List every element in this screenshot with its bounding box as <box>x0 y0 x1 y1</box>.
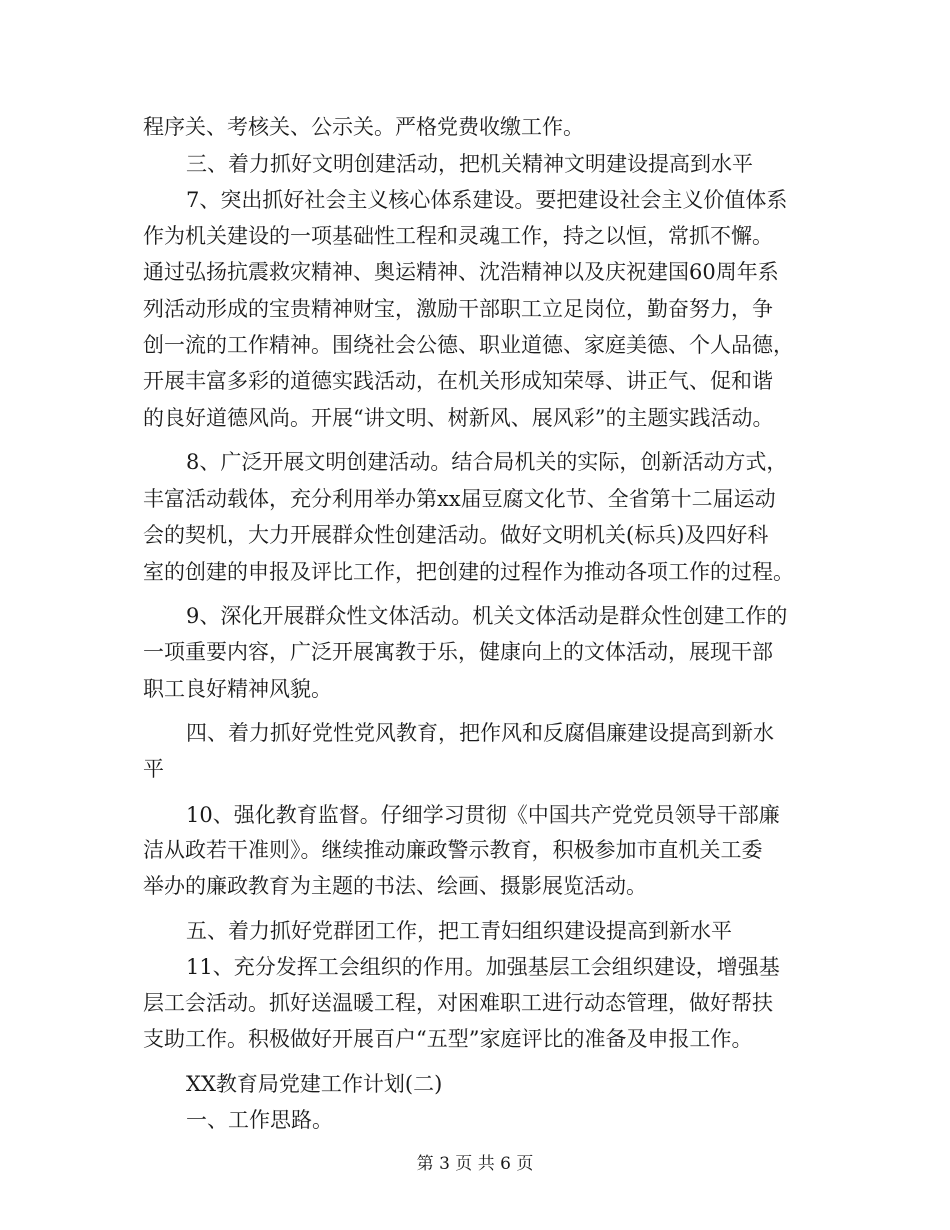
section-heading: 五、着力抓好党群团工作，把工青妇组织建设提高到新水平 <box>186 919 732 943</box>
text-line: 开展丰富多彩的道德实践活动，在机关形成知荣辱、讲正气、促和谐 <box>143 369 773 393</box>
text-line: 程序关、考核关、公示关。严格党费收缴工作。 <box>143 115 584 139</box>
paragraph-start: 7、突出抓好社会主义核心体系建设。要把建设社会主义价值体系 <box>186 188 788 212</box>
section-heading: 四、着力抓好党性党风教育，把作风和反腐倡廉建设提高到新水 <box>186 721 774 745</box>
text-line: 通过弘扬抗震救灾精神、奥运精神、沈浩精神以及庆祝建国60周年系 <box>143 260 779 284</box>
text-line: 职工良好精神风貌。 <box>143 677 332 701</box>
text-line: 层工会活动。抓好送温暖工程，对困难职工进行动态管理，做好帮扶 <box>143 991 773 1015</box>
text-line: 丰富活动载体，充分利用举办第xx届豆腐文化节、全省第十二届运动 <box>143 487 776 511</box>
text-line: 列活动形成的宝贵精神财宝，激励干部职工立足岗位，勤奋努力，争 <box>143 297 773 321</box>
section-heading: 三、着力抓好文明创建活动，把机关精神文明建设提高到水平 <box>186 152 753 176</box>
paragraph-start: 8、广泛开展文明创建活动。结合局机关的实际，创新活动方式， <box>186 450 788 474</box>
paragraph-start: 11、充分发挥工会组织的作用。加强基层工会组织建设，增强基 <box>186 955 780 979</box>
paragraph-start: 9、深化开展群众性文体活动。机关文体活动是群众性创建工作的 <box>186 604 788 628</box>
page-footer: 第 3 页 共 6 页 <box>416 1154 534 1174</box>
text-line: 一项重要内容，广泛开展寓教于乐，健康向上的文体活动，展现干部 <box>143 640 773 664</box>
paragraph-start: 10、强化教育监督。仔细学习贯彻《中国共产党党员领导干部廉 <box>186 803 780 827</box>
text-line: 的良好道德风尚。开展“讲文明、树新风、展风彩”的主题实践活动。 <box>143 406 774 430</box>
text-line: 会的契机，大力开展群众性创建活动。做好文明机关(标兵)及四好科 <box>143 523 769 547</box>
text-line: 支助工作。积极做好开展百户“五型”家庭评比的准备及申报工作。 <box>143 1027 753 1051</box>
text-line: 作为机关建设的一项基础性工程和灵魂工作，持之以恒，常抓不懈。 <box>143 224 773 248</box>
text-line: 平 <box>143 757 164 781</box>
text-line: 室的创建的申报及评比工作，把创建的过程作为推动各项工作的过程。 <box>143 560 794 584</box>
document-subtitle: XX教育局党建工作计划(二) <box>186 1072 443 1096</box>
text-line: 创一流的工作精神。围绕社会公德、职业道德、家庭美德、个人品德， <box>143 333 794 357</box>
text-line: 洁从政若干准则》。继续推动廉政警示教育，积极参加市直机关工委 <box>143 838 763 862</box>
text-line: 举办的廉政教育为主题的书法、绘画、摄影展览活动。 <box>143 874 647 898</box>
section-heading: 一、工作思路。 <box>186 1108 333 1132</box>
